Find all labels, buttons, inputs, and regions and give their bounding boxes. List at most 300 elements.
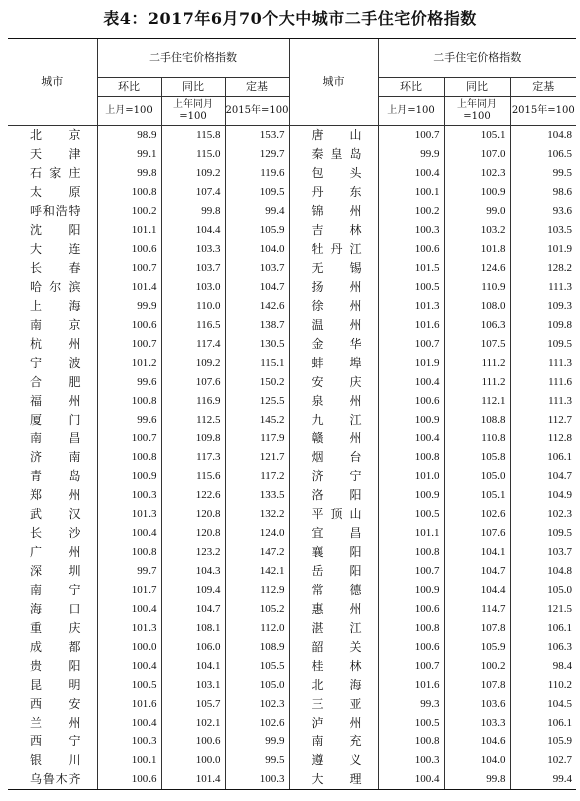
- right-yoy-cell: 108.8: [444, 410, 510, 429]
- right-mom-cell: 101.1: [378, 524, 444, 543]
- left-yoy-cell: 115.0: [161, 145, 225, 164]
- right-fixed-cell: 99.4: [510, 770, 576, 789]
- right-city-cell: 吉林: [289, 221, 378, 240]
- left-city-cell: 重庆: [30, 620, 81, 635]
- fixed-base-right: 2015年=100: [510, 97, 576, 126]
- right-city-cell: 济宁: [289, 467, 378, 486]
- left-city-cell: 西安: [30, 696, 81, 711]
- left-fixed-cell: 145.2: [225, 410, 289, 429]
- left-fixed-cell: 105.2: [225, 599, 289, 618]
- left-mom-cell: 99.8: [97, 164, 161, 183]
- right-fixed-cell: 103.5: [510, 221, 576, 240]
- price-index-table: [8, 38, 576, 790]
- left-fixed-cell: 102.3: [225, 694, 289, 713]
- left-city-cell: 呼和浩特: [30, 204, 81, 219]
- left-city-cell: 福州: [30, 393, 81, 408]
- left-yoy-cell: 109.2: [161, 164, 225, 183]
- left-fixed-cell: 108.9: [225, 637, 289, 656]
- right-mom-cell: 101.3: [378, 296, 444, 315]
- mom-base-left: 上月=100: [97, 97, 161, 126]
- left-city-cell: 海口: [30, 601, 81, 616]
- left-fixed-cell: 105.5: [225, 656, 289, 675]
- right-yoy-cell: 108.0: [444, 296, 510, 315]
- right-city-cell: 北海: [289, 675, 378, 694]
- table-row: [8, 599, 576, 618]
- right-fixed-cell: 99.5: [510, 164, 576, 183]
- left-city-cell: 南昌: [30, 431, 81, 446]
- right-city-cell: 洛阳: [289, 486, 378, 505]
- right-mom-cell: 101.9: [378, 353, 444, 372]
- table-row: [8, 278, 576, 297]
- table-row: [8, 183, 576, 202]
- table-row: [8, 410, 576, 429]
- left-mom-cell: 100.4: [97, 524, 161, 543]
- table-row: [8, 637, 576, 656]
- right-mom-cell: 100.9: [378, 410, 444, 429]
- left-fixed-cell: 129.7: [225, 145, 289, 164]
- table-row: [8, 581, 576, 600]
- right-yoy-cell: 110.9: [444, 278, 510, 297]
- table-row: [8, 618, 576, 637]
- right-yoy-cell: 104.1: [444, 543, 510, 562]
- right-fixed-cell: 98.4: [510, 656, 576, 675]
- table-row: [8, 713, 576, 732]
- left-mom-cell: 100.2: [97, 202, 161, 221]
- right-mom-cell: 100.4: [378, 372, 444, 391]
- left-yoy-cell: 115.8: [161, 126, 225, 145]
- right-fixed-cell: 111.6: [510, 372, 576, 391]
- left-fixed-cell: 112.0: [225, 618, 289, 637]
- left-mom-cell: 100.7: [97, 259, 161, 278]
- left-city-cell: 杭州: [30, 336, 81, 351]
- left-fixed-cell: 150.2: [225, 372, 289, 391]
- right-fixed-cell: 102.3: [510, 505, 576, 524]
- left-fixed-cell: 109.5: [225, 183, 289, 202]
- left-yoy-cell: 105.7: [161, 694, 225, 713]
- left-yoy-cell: 109.8: [161, 429, 225, 448]
- yoy-base-right: 上年同月=100: [444, 97, 510, 126]
- left-yoy-cell: 120.8: [161, 505, 225, 524]
- left-fixed-cell: 102.6: [225, 713, 289, 732]
- left-mom-cell: 100.9: [97, 467, 161, 486]
- right-fixed-cell: 128.2: [510, 259, 576, 278]
- left-city-cell: 天津: [30, 147, 81, 162]
- left-city-cell: 南宁: [30, 582, 81, 597]
- right-city-cell: 宜昌: [289, 524, 378, 543]
- table-row: [8, 126, 576, 145]
- right-yoy-cell: 99.8: [444, 770, 510, 789]
- table-row: [8, 562, 576, 581]
- left-city-cell: 合肥: [30, 374, 81, 389]
- right-mom-cell: 101.0: [378, 467, 444, 486]
- left-mom-cell: 100.8: [97, 448, 161, 467]
- right-mom-cell: 100.7: [378, 334, 444, 353]
- right-mom-cell: 100.3: [378, 751, 444, 770]
- right-mom-cell: 100.8: [378, 618, 444, 637]
- left-city-cell: 太原: [30, 185, 81, 200]
- right-fixed-cell: 98.6: [510, 183, 576, 202]
- right-mom-cell: 100.4: [378, 770, 444, 789]
- right-fixed-cell: 106.3: [510, 637, 576, 656]
- left-fixed-cell: 132.2: [225, 505, 289, 524]
- table-title: 表4：2017年6月70个大中城市二手住宅价格指数: [103, 9, 477, 28]
- right-city-cell: 惠州: [289, 599, 378, 618]
- right-city-cell: 唐山: [289, 126, 378, 145]
- left-yoy-cell: 104.3: [161, 562, 225, 581]
- left-mom-cell: 99.1: [97, 145, 161, 164]
- right-yoy-cell: 102.3: [444, 164, 510, 183]
- left-mom-cell: 101.3: [97, 618, 161, 637]
- table-row: [8, 467, 576, 486]
- right-yoy-cell: 105.8: [444, 448, 510, 467]
- right-yoy-cell: 114.7: [444, 599, 510, 618]
- left-yoy-cell: 99.8: [161, 202, 225, 221]
- table-row: [8, 675, 576, 694]
- right-city-cell: 秦皇岛: [289, 145, 378, 164]
- right-mom-cell: 99.9: [378, 145, 444, 164]
- right-mom-cell: 100.6: [378, 637, 444, 656]
- table-row: [8, 259, 576, 278]
- left-yoy-cell: 108.1: [161, 618, 225, 637]
- left-fixed-cell: 117.9: [225, 429, 289, 448]
- fixed-header-right: 定基: [510, 78, 576, 97]
- right-mom-cell: 100.8: [378, 543, 444, 562]
- left-mom-cell: 98.9: [97, 126, 161, 145]
- right-mom-cell: 101.6: [378, 675, 444, 694]
- right-city-cell: 安庆: [289, 372, 378, 391]
- right-yoy-cell: 102.6: [444, 505, 510, 524]
- table-row: [8, 296, 576, 315]
- right-yoy-cell: 101.8: [444, 240, 510, 259]
- left-fixed-cell: 142.6: [225, 296, 289, 315]
- right-mom-cell: 100.4: [378, 429, 444, 448]
- right-city-cell: 桂林: [289, 656, 378, 675]
- right-yoy-cell: 110.8: [444, 429, 510, 448]
- right-fixed-cell: 106.1: [510, 618, 576, 637]
- left-city-cell: 哈尔滨: [30, 279, 81, 294]
- right-city-cell: 九江: [289, 410, 378, 429]
- left-mom-cell: 101.3: [97, 505, 161, 524]
- left-yoy-cell: 104.4: [161, 221, 225, 240]
- right-fixed-cell: 105.9: [510, 732, 576, 751]
- left-fixed-cell: 133.5: [225, 486, 289, 505]
- right-yoy-cell: 106.3: [444, 315, 510, 334]
- right-yoy-cell: 103.2: [444, 221, 510, 240]
- right-city-cell: 蚌埠: [289, 353, 378, 372]
- left-yoy-cell: 112.5: [161, 410, 225, 429]
- left-city-cell: 大连: [30, 242, 81, 257]
- right-fixed-cell: 102.7: [510, 751, 576, 770]
- table-row: [8, 656, 576, 675]
- left-mom-cell: 100.4: [97, 713, 161, 732]
- right-fixed-cell: 104.8: [510, 562, 576, 581]
- right-fixed-cell: 104.7: [510, 467, 576, 486]
- left-fixed-cell: 121.7: [225, 448, 289, 467]
- left-city-cell: 沈阳: [30, 223, 81, 238]
- right-fixed-cell: 105.0: [510, 581, 576, 600]
- left-mom-cell: 100.3: [97, 732, 161, 751]
- right-fixed-cell: 93.6: [510, 202, 576, 221]
- right-mom-cell: 101.6: [378, 315, 444, 334]
- right-mom-cell: 100.6: [378, 599, 444, 618]
- right-yoy-cell: 104.6: [444, 732, 510, 751]
- left-mom-cell: 100.6: [97, 770, 161, 789]
- right-fixed-cell: 109.5: [510, 524, 576, 543]
- table-row: [8, 524, 576, 543]
- right-fixed-cell: 112.8: [510, 429, 576, 448]
- right-fixed-cell: 106.5: [510, 145, 576, 164]
- city-header-left: 城市: [8, 39, 97, 126]
- left-yoy-cell: 107.4: [161, 183, 225, 202]
- left-yoy-cell: 120.8: [161, 524, 225, 543]
- left-fixed-cell: 147.2: [225, 543, 289, 562]
- mom-header-left: 环比: [97, 78, 161, 97]
- yoy-header-left: 同比: [161, 78, 225, 97]
- right-city-cell: 赣州: [289, 429, 378, 448]
- right-mom-cell: 100.8: [378, 732, 444, 751]
- right-city-cell: 温州: [289, 315, 378, 334]
- fixed-base-left: 2015年=100: [225, 97, 289, 126]
- left-yoy-cell: 103.0: [161, 278, 225, 297]
- right-yoy-cell: 99.0: [444, 202, 510, 221]
- right-yoy-cell: 103.6: [444, 694, 510, 713]
- index-group-header-right: 二手住宅价格指数: [378, 39, 576, 78]
- left-yoy-cell: 110.0: [161, 296, 225, 315]
- right-city-cell: 平顶山: [289, 505, 378, 524]
- right-mom-cell: 100.3: [378, 221, 444, 240]
- left-city-cell: 青岛: [30, 469, 81, 484]
- right-yoy-cell: 105.0: [444, 467, 510, 486]
- right-yoy-cell: 112.1: [444, 391, 510, 410]
- right-yoy-cell: 104.4: [444, 581, 510, 600]
- left-yoy-cell: 103.1: [161, 675, 225, 694]
- left-yoy-cell: 106.0: [161, 637, 225, 656]
- left-yoy-cell: 100.0: [161, 751, 225, 770]
- table-row: [8, 202, 576, 221]
- right-fixed-cell: 101.9: [510, 240, 576, 259]
- right-mom-cell: 100.5: [378, 505, 444, 524]
- left-mom-cell: 100.6: [97, 315, 161, 334]
- left-fixed-cell: 105.9: [225, 221, 289, 240]
- left-fixed-cell: 103.7: [225, 259, 289, 278]
- table-row: [8, 164, 576, 183]
- table-row: [8, 145, 576, 164]
- right-yoy-cell: 100.9: [444, 183, 510, 202]
- left-mom-cell: 100.7: [97, 334, 161, 353]
- right-mom-cell: 100.4: [378, 164, 444, 183]
- left-city-cell: 昆明: [30, 677, 81, 692]
- left-yoy-cell: 109.4: [161, 581, 225, 600]
- left-city-cell: 成都: [30, 639, 81, 654]
- left-fixed-cell: 124.0: [225, 524, 289, 543]
- left-fixed-cell: 112.9: [225, 581, 289, 600]
- right-yoy-cell: 105.1: [444, 486, 510, 505]
- right-fixed-cell: 104.8: [510, 126, 576, 145]
- right-city-cell: 大理: [289, 770, 378, 789]
- table-row: [8, 486, 576, 505]
- right-mom-cell: 101.5: [378, 259, 444, 278]
- left-mom-cell: 101.2: [97, 353, 161, 372]
- left-yoy-cell: 100.6: [161, 732, 225, 751]
- right-fixed-cell: 106.1: [510, 448, 576, 467]
- right-fixed-cell: 110.2: [510, 675, 576, 694]
- table-row: [8, 694, 576, 713]
- left-fixed-cell: 99.5: [225, 751, 289, 770]
- table-row: [8, 448, 576, 467]
- right-yoy-cell: 105.1: [444, 126, 510, 145]
- left-city-cell: 兰州: [30, 715, 81, 730]
- right-city-cell: 丹东: [289, 183, 378, 202]
- left-mom-cell: 99.6: [97, 372, 161, 391]
- left-yoy-cell: 107.6: [161, 372, 225, 391]
- left-mom-cell: 100.8: [97, 183, 161, 202]
- table-row: [8, 429, 576, 448]
- right-yoy-cell: 111.2: [444, 353, 510, 372]
- right-yoy-cell: 104.0: [444, 751, 510, 770]
- left-mom-cell: 100.4: [97, 599, 161, 618]
- right-fixed-cell: 112.7: [510, 410, 576, 429]
- right-yoy-cell: 107.6: [444, 524, 510, 543]
- right-mom-cell: 100.7: [378, 126, 444, 145]
- left-mom-cell: 100.8: [97, 543, 161, 562]
- right-mom-cell: 100.1: [378, 183, 444, 202]
- left-city-cell: 武汉: [30, 507, 81, 522]
- right-city-cell: 泸州: [289, 713, 378, 732]
- right-yoy-cell: 107.0: [444, 145, 510, 164]
- left-fixed-cell: 104.0: [225, 240, 289, 259]
- table-header: [8, 39, 576, 126]
- left-city-cell: 长春: [30, 261, 81, 276]
- left-mom-cell: 101.6: [97, 694, 161, 713]
- table-row: [8, 353, 576, 372]
- table-row: [8, 334, 576, 353]
- table-row: [8, 505, 576, 524]
- right-fixed-cell: 106.1: [510, 713, 576, 732]
- table-body: [8, 126, 576, 790]
- right-mom-cell: 100.6: [378, 240, 444, 259]
- right-city-cell: 锦州: [289, 202, 378, 221]
- left-city-cell: 乌鲁木齐: [8, 770, 97, 789]
- table-row: [8, 391, 576, 410]
- index-group-header-left: 二手住宅价格指数: [97, 39, 289, 78]
- table-row: [8, 732, 576, 751]
- left-city-cell: 郑州: [30, 488, 81, 503]
- right-fixed-cell: 109.3: [510, 296, 576, 315]
- right-yoy-cell: 103.3: [444, 713, 510, 732]
- right-yoy-cell: 100.2: [444, 656, 510, 675]
- left-mom-cell: 100.1: [97, 751, 161, 770]
- left-yoy-cell: 109.2: [161, 353, 225, 372]
- right-yoy-cell: 105.9: [444, 637, 510, 656]
- table-row: [8, 221, 576, 240]
- left-mom-cell: 101.7: [97, 581, 161, 600]
- right-fixed-cell: 103.7: [510, 543, 576, 562]
- table-row: [8, 372, 576, 391]
- left-fixed-cell: 100.3: [225, 770, 289, 789]
- left-mom-cell: 101.4: [97, 278, 161, 297]
- left-fixed-cell: 153.7: [225, 126, 289, 145]
- right-yoy-cell: 104.7: [444, 562, 510, 581]
- left-fixed-cell: 138.7: [225, 315, 289, 334]
- right-mom-cell: 100.6: [378, 391, 444, 410]
- left-city-cell: 广州: [30, 545, 81, 560]
- left-city-cell: 西宁: [30, 734, 81, 749]
- right-city-cell: 无锡: [289, 259, 378, 278]
- left-city-cell: 济南: [30, 450, 81, 465]
- right-fixed-cell: 111.3: [510, 391, 576, 410]
- right-city-cell: 岳阳: [289, 562, 378, 581]
- left-yoy-cell: 104.7: [161, 599, 225, 618]
- right-city-cell: 牡丹江: [289, 240, 378, 259]
- right-mom-cell: 100.8: [378, 448, 444, 467]
- left-fixed-cell: 117.2: [225, 467, 289, 486]
- right-city-cell: 韶关: [289, 637, 378, 656]
- left-yoy-cell: 116.5: [161, 315, 225, 334]
- right-city-cell: 包头: [289, 164, 378, 183]
- left-mom-cell: 101.1: [97, 221, 161, 240]
- left-yoy-cell: 103.7: [161, 259, 225, 278]
- right-mom-cell: 100.7: [378, 656, 444, 675]
- right-city-cell: 泉州: [289, 391, 378, 410]
- table-row: [8, 543, 576, 562]
- left-city-cell: 宁波: [30, 355, 81, 370]
- right-mom-cell: 100.7: [378, 562, 444, 581]
- right-yoy-cell: 124.6: [444, 259, 510, 278]
- left-mom-cell: 100.8: [97, 391, 161, 410]
- right-mom-cell: 99.3: [378, 694, 444, 713]
- right-yoy-cell: 107.5: [444, 334, 510, 353]
- mom-header-right: 环比: [378, 78, 444, 97]
- left-fixed-cell: 130.5: [225, 334, 289, 353]
- right-city-cell: 湛江: [289, 618, 378, 637]
- left-yoy-cell: 104.1: [161, 656, 225, 675]
- left-mom-cell: 100.0: [97, 637, 161, 656]
- left-city-cell: 南京: [30, 317, 81, 332]
- right-city-cell: 常德: [289, 581, 378, 600]
- right-yoy-cell: 111.2: [444, 372, 510, 391]
- right-yoy-cell: 107.8: [444, 675, 510, 694]
- left-city-cell: 银川: [30, 753, 81, 768]
- left-yoy-cell: 115.6: [161, 467, 225, 486]
- right-mom-cell: 100.5: [378, 278, 444, 297]
- table-row: [8, 751, 576, 770]
- left-fixed-cell: 99.4: [225, 202, 289, 221]
- yoy-base-left: 上年同月=100: [161, 97, 225, 126]
- right-yoy-cell: 107.8: [444, 618, 510, 637]
- right-city-cell: 扬州: [289, 278, 378, 297]
- left-yoy-cell: 122.6: [161, 486, 225, 505]
- left-city-cell: 石家庄: [30, 166, 81, 181]
- table-row: [8, 770, 576, 789]
- left-yoy-cell: 101.4: [161, 770, 225, 789]
- right-city-cell: 南充: [289, 732, 378, 751]
- left-mom-cell: 100.7: [97, 429, 161, 448]
- left-city-cell: 深圳: [30, 564, 81, 579]
- left-city-cell: 贵阳: [30, 658, 81, 673]
- city-header-right: 城市: [289, 39, 378, 126]
- right-fixed-cell: 121.5: [510, 599, 576, 618]
- left-fixed-cell: 105.0: [225, 675, 289, 694]
- left-city-cell: 长沙: [30, 526, 81, 541]
- right-mom-cell: 100.9: [378, 581, 444, 600]
- mom-base-right: 上月=100: [378, 97, 444, 126]
- left-mom-cell: 100.4: [97, 656, 161, 675]
- right-city-cell: 徐州: [289, 296, 378, 315]
- right-city-cell: 金华: [289, 334, 378, 353]
- yoy-header-right: 同比: [444, 78, 510, 97]
- left-mom-cell: 99.6: [97, 410, 161, 429]
- left-mom-cell: 100.6: [97, 240, 161, 259]
